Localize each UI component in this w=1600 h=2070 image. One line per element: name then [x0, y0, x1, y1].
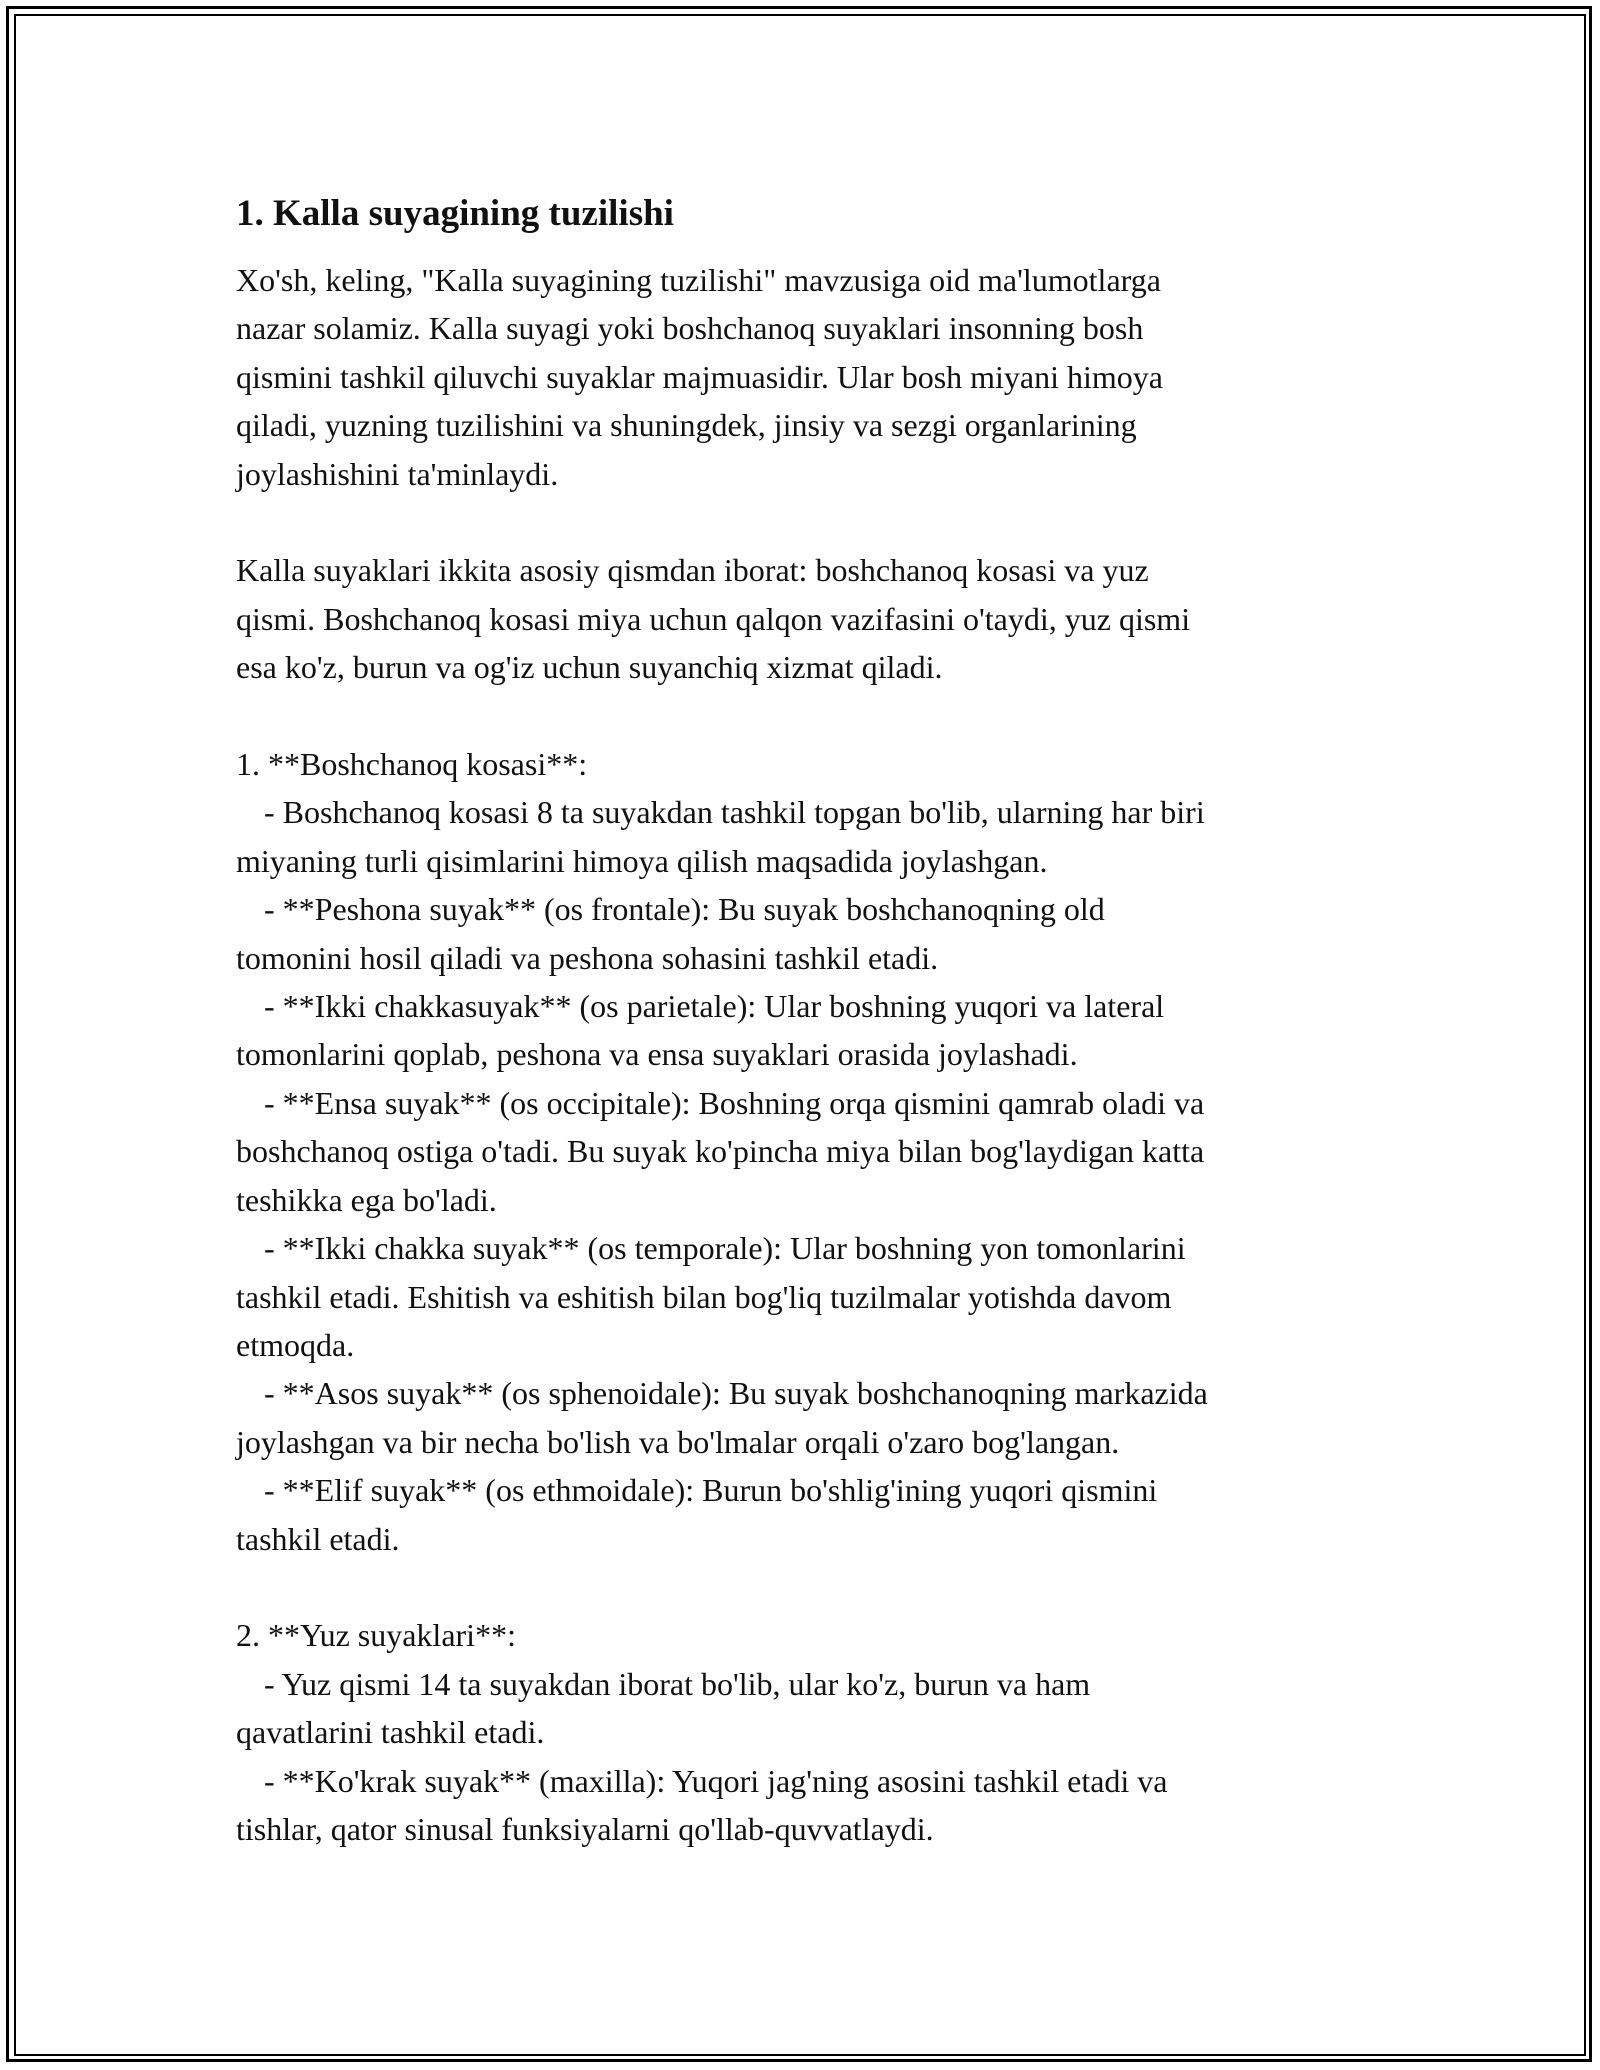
- text-line: - Yuz qismi 14 ta suyakdan iborat bo'lib, ular ko'z, burun va ham: [264, 1665, 1091, 1702]
- text-line: etmoqda.: [236, 1326, 355, 1363]
- text-line: tomonini hosil qiladi va peshona sohasini tashkil etadi.: [236, 939, 939, 976]
- text-line: - Boshchanoq kosasi 8 ta suyakdan tashkil topgan bo'lib, ularning har biri: [264, 794, 1205, 831]
- text-line: esa ko'z, burun va og'iz uchun suyanchiq xizmat qiladi.: [236, 649, 943, 686]
- text-line: qavatlarini tashkil etadi.: [236, 1714, 545, 1751]
- list-item: [236, 1079, 1366, 1224]
- text-line: - **Ikki chakkasuyak** (os parietale): Ular boshning yuqori va lateral: [264, 988, 1165, 1025]
- text-line: qismi. Boshchanoq kosasi miya uchun qalqon vazifasini o'taydi, yuz qismi: [236, 600, 1191, 637]
- text-line: teshikka ega bo'ladi.: [236, 1181, 497, 1218]
- list-item: [236, 1757, 1366, 1854]
- text-line: - **Peshona suyak** (os frontale): Bu suyak boshchanoqning old: [264, 891, 1105, 928]
- text-line: Xo'sh, keling, "Kalla suyagining tuzilishi" mavzusiga oid ma'lumotlarga: [236, 262, 1161, 298]
- document-body: [236, 186, 1366, 1853]
- text-line: tashkil etadi.: [236, 1520, 400, 1557]
- paragraph-gap: [236, 498, 1366, 546]
- list-item: [236, 788, 1366, 885]
- section-heading: 1. **Boshchanoq kosasi**:: [236, 746, 588, 783]
- text-line: tashkil etadi. Eshitish va eshitish bilan bog'liq tuzilmalar yotishda davom: [236, 1278, 1172, 1315]
- text-line: - **Ikki chakka suyak** (os temporale): Ular boshning yon tomonlarini: [264, 1230, 1186, 1267]
- document-title: 1. Kalla suyagining tuzilishi: [236, 193, 674, 234]
- text-line: - **Asos suyak** (os sphenoidale): Bu suyak boshchanoqning markazida: [264, 1375, 1208, 1412]
- text-line: qiladi, yuzning tuzilishini va shuningdek, jinsiy va sezgi organlarining: [236, 407, 1137, 444]
- text-line: joylashishini ta'minlaydi.: [236, 455, 559, 492]
- intro-paragraph: [236, 256, 1366, 498]
- section-face-bones: [236, 1611, 1366, 1853]
- paragraph-gap: [236, 1563, 1366, 1611]
- text-line: tishlar, qator sinusal funksiyalarni qo'llab-quvvatlaydi.: [236, 1810, 934, 1847]
- text-line: joylashgan va bir necha bo'lish va bo'lmalar orqali o'zaro bog'langan.: [236, 1423, 1120, 1460]
- list-item: [236, 1369, 1366, 1466]
- paragraph-gap: [236, 692, 1366, 740]
- section-skull-vault: [236, 740, 1366, 1563]
- text-line: nazar solamiz. Kalla suyagi yoki boshchanoq suyaklari insonning bosh: [236, 310, 1144, 347]
- text-line: tomonlarini qoplab, peshona va ensa suyaklari orasida joylashadi.: [236, 1036, 1078, 1073]
- parts-paragraph: [236, 546, 1366, 691]
- text-line: qismini tashkil qiluvchi suyaklar majmuasidir. Ular bosh miyani himoya: [236, 358, 1163, 395]
- list-item: [236, 1224, 1366, 1369]
- text-line: miyaning turli qisimlarini himoya qilish maqsadida joylashgan.: [236, 842, 1048, 879]
- list-item: [236, 982, 1366, 1079]
- text-line: - **Elif suyak** (os ethmoidale): Burun bo'shlig'ining yuqori qismini: [264, 1472, 1158, 1509]
- list-item: [236, 1466, 1366, 1563]
- list-item: [236, 1660, 1366, 1757]
- section-heading: 2. **Yuz suyaklari**:: [236, 1617, 516, 1654]
- text-line: Kalla suyaklari ikkita asosiy qismdan iborat: boshchanoq kosasi va yuz: [236, 552, 1149, 589]
- text-line: - **Ensa suyak** (os occipitale): Boshning orqa qismini qamrab oladi va: [264, 1084, 1205, 1121]
- text-line: - **Ko'krak suyak** (maxilla): Yuqori jag'ning asosini tashkil etadi va: [264, 1762, 1168, 1799]
- text-line: boshchanoq ostiga o'tadi. Bu suyak ko'pincha miya bilan bog'laydigan katta: [236, 1133, 1205, 1170]
- list-item: [236, 885, 1366, 982]
